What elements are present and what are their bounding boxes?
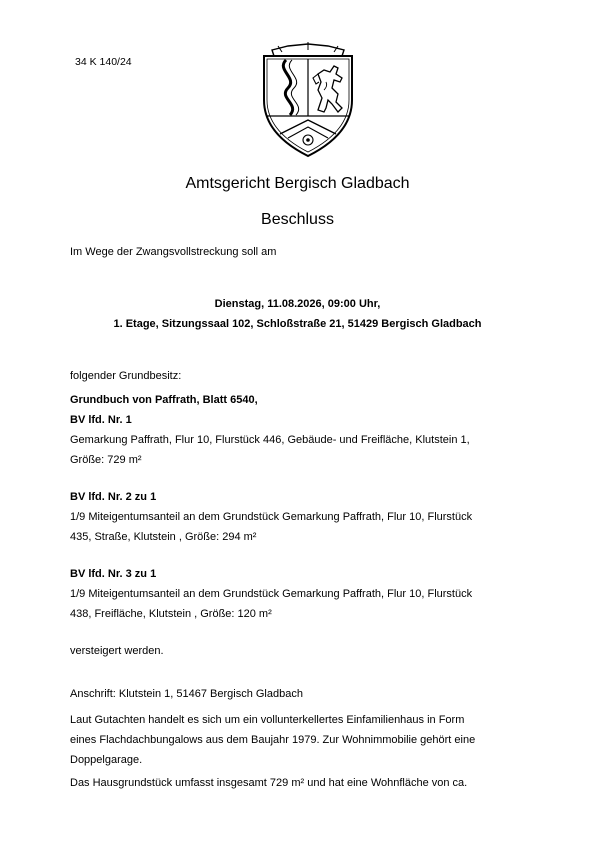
property-address: Anschrift: Klutstein 1, 51467 Bergisch Gladbach bbox=[70, 688, 303, 700]
area-note: Das Hausgrundstück umfasst insgesamt 729 m² und hat eine Wohnfläche von ca. bbox=[70, 777, 468, 789]
entry-line: 435, Straße, Klutstein , Größe: 294 m² bbox=[70, 531, 257, 543]
auction-phrase: versteigert werden. bbox=[70, 645, 164, 657]
description-line: Doppelgarage. bbox=[70, 754, 143, 766]
court-name: Amtsgericht Bergisch Gladbach bbox=[185, 175, 410, 192]
description-line: Laut Gutachten handelt es sich um ein vollunterkellertes Einfamilienhaus in Form bbox=[70, 714, 465, 726]
entry-line: 1/9 Miteigentumsanteil an dem Grundstück Gemarkung Paffrath, Flur 10, Flurstück bbox=[70, 511, 473, 523]
document-heading: Beschluss bbox=[261, 211, 334, 228]
description-line: eines Flachdachbungalows aus dem Baujahr 1979. Zur Wohnimmobilie gehört eine bbox=[70, 734, 476, 746]
property-intro: folgender Grundbesitz: bbox=[70, 370, 182, 382]
land-register: Grundbuch von Paffrath, Blatt 6540, bbox=[70, 394, 258, 406]
intro-text: Im Wege der Zwangsvollstreckung soll am bbox=[70, 246, 277, 258]
entry-title: BV lfd. Nr. 1 bbox=[70, 414, 132, 426]
entry-line: 1/9 Miteigentumsanteil an dem Grundstück Gemarkung Paffrath, Flur 10, Flurstück bbox=[70, 588, 473, 600]
appointment-date: Dienstag, 11.08.2026, 09:00 Uhr, bbox=[214, 298, 381, 310]
appointment-location: 1. Etage, Sitzungssaal 102, Schloßstraße 21, 51429 Bergisch Gladbach bbox=[113, 318, 482, 330]
coat-of-arms-icon bbox=[258, 42, 358, 160]
entry-line: Größe: 729 m² bbox=[70, 454, 142, 466]
entry-title: BV lfd. Nr. 2 zu 1 bbox=[70, 491, 157, 503]
entry-line: 438, Freifläche, Klutstein , Größe: 120 m² bbox=[70, 608, 272, 620]
entry-title: BV lfd. Nr. 3 zu 1 bbox=[70, 568, 157, 580]
file-number: 34 K 140/24 bbox=[75, 56, 132, 68]
entry-line: Gemarkung Paffrath, Flur 10, Flurstück 446, Gebäude- und Freifläche, Klutstein 1, bbox=[70, 434, 470, 446]
